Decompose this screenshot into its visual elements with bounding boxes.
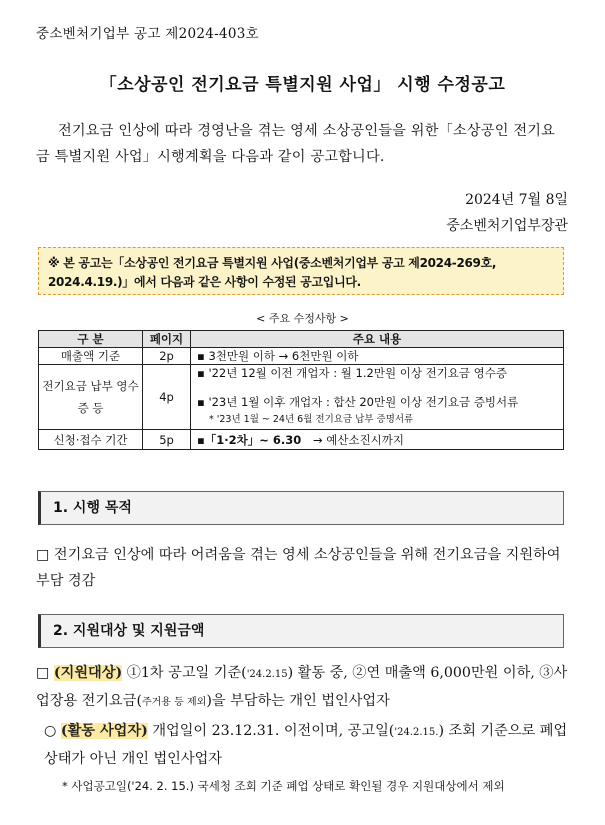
document-title: 「소상공인 전기요금 특별지원 사업」 시행 수정공고 [99,75,506,95]
changes-table [38,330,564,450]
bullet-icon: □ [36,665,54,681]
intro-paragraph: 전기요금 인상에 따라 경영난을 겪는 영세 소상공인들을 위한「소상공인 전기요금 특별지원 사업」시행계획을 다음과 같이 공고합니다. [36,123,556,165]
row-subnote: * '23년 1월 ~ 24년 6월 전기요금 납부 증명서류 [209,414,414,425]
row-content [191,365,564,430]
body-text-small: '24.2.15 [246,669,288,680]
header-category: 구 분 [39,331,143,348]
support-target-label: (지원대상) [53,665,123,681]
row-content-part: ▪「1·2차」~ 6.30 [197,432,302,447]
section-2-subitem [44,718,576,772]
notice-date: 2024년 7월 8일 [465,192,568,208]
row-page: 2p [143,348,191,365]
row-item: ▪ '23년 1월 이후 개업자 : 합산 20만원 이상 전기요금 증빙서류 [197,395,519,409]
row-category: 신청·접수 기간 [39,430,143,450]
active-business-label: (활동 사업자) [60,723,148,739]
row-item: ▪ '22년 12월 이전 개업자 : 월 1.2만원 이상 전기요금 영수증 [197,366,508,380]
header-page: 페이지 [143,331,191,348]
notice-number: 중소벤처기업부 공고 제2024-403호 [36,26,260,42]
body-text: ①1차 공고일 기준( [126,665,247,681]
section-2-heading: 2. 지원대상 및 지원금액 [38,614,564,648]
body-text: 개업일이 23.12.31. 이전이며, 공고일( [152,723,395,739]
body-text: ) 활동 중, ②연 매출액 6,000만원 이하, ③사업장용 전기요금( [36,665,568,709]
row-content [191,430,564,450]
section-1-body: □ 전기요금 인상에 따라 어려움을 겪는 영세 소상공인들을 위해 전기요금을 지원하여 부담 경감 [36,547,561,589]
signer: 중소벤처기업부장관 [446,218,568,234]
row-content: ▪ 3천만원 이하 → 6천만원 이하 [191,348,564,365]
footnote: * 사업공고일('24. 2. 15.) 국세청 조회 기준 폐업 상태로 확인될 경우 지원대상에서 제외 [62,779,505,793]
header-content: 주요 내용 [191,331,564,348]
row-page: 4p [143,365,191,430]
table-row [39,365,564,430]
table-header-row [39,331,564,348]
row-content-part: → 예산소진시까지 [312,432,405,447]
table-caption: < 주요 수정사항 > [256,312,349,325]
revision-note-text: ※ 본 공고는「소상공인 전기요금 특별지원 사업(중소벤처기업부 공고 제2024-269호, 2024.4.19.)」에서 다음과 같은 사항이 수정된 공고입니다. [48,256,497,289]
row-page: 5p [143,430,191,450]
body-text-small: '24.2.15. [394,727,439,738]
body-text-small: 주거용 등 제외 [141,697,207,708]
row-category: 전기요금 납부 영수증 등 [39,365,143,430]
row-category: 매출액 기준 [39,348,143,365]
body-text: ) 조회 기준으로 폐업상태가 아닌 개인 법인사업자 [44,723,568,767]
section-2-body [36,660,576,716]
table-row [39,348,564,365]
table-row [39,430,564,450]
circle-bullet-icon: ○ [44,723,61,739]
section-1-heading: 1. 시행 목적 [38,491,564,525]
body-text: )을 부담하는 개인 법인사업자 [206,693,390,709]
